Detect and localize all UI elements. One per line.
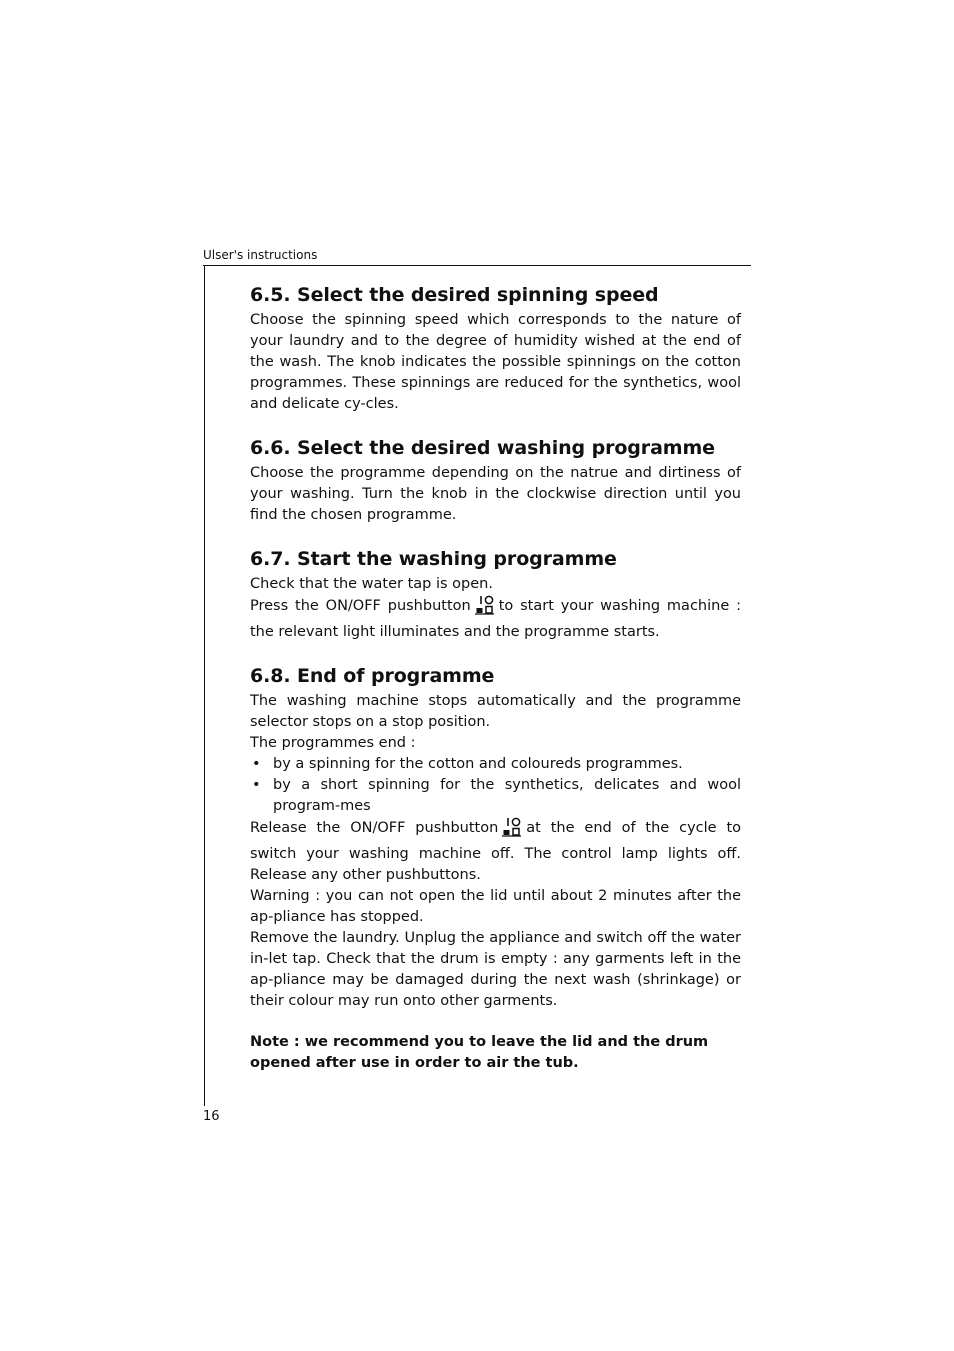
section-paragraph: Check that the water tap is open. bbox=[250, 576, 493, 592]
margin-rule bbox=[204, 265, 205, 1106]
header-rule bbox=[203, 265, 751, 266]
section-paragraph: Release the ON/OFF pushbutton at the end of the cycle to switch your washing machine off. The control lamp lights off. Release any other pushbuttons. bbox=[250, 817, 741, 886]
page-number: 16 bbox=[203, 1109, 220, 1124]
section-paragraph: Choose the programme depending on the natrue and dirtiness of your washing. Turn the knob in the clockwise direction until you find the chosen programme. bbox=[250, 465, 741, 523]
on-off-pushbutton-icon bbox=[502, 817, 522, 844]
section-paragraph: Press the ON/OFF pushbutton to start your washing machine : the relevant light illuminates and the programme starts. bbox=[250, 595, 741, 643]
section-heading: 6.8. End of programme bbox=[250, 665, 495, 687]
section-washing-programme bbox=[250, 433, 741, 526]
page-content bbox=[250, 280, 741, 1074]
list-item: • by a short spinning for the synthetics, delicates and wool program-mes bbox=[250, 775, 741, 817]
section-paragraph: Remove the laundry. Unplug the appliance and switch off the water in-let tap. Check that the drum is empty : any garments left in the ap-pliance may be damaged during the next wash (shrinkage) or their colour may run onto other garments. bbox=[250, 930, 741, 1009]
section-heading: 6.5. Select the desired spinning speed bbox=[250, 284, 659, 306]
section-spinning-speed bbox=[250, 280, 741, 415]
list-item: • by a spinning for the cotton and coloureds programmes. bbox=[250, 754, 741, 775]
section-paragraph: Choose the spinning speed which corresponds to the nature of your laundry and to the degree of humidity wished at the end of the wash. The knob indicates the possible spinnings on the cotton programmes. These spinnings are reduced for the synthetics, wool and delicate cy-cles. bbox=[250, 312, 741, 412]
on-off-pushbutton-icon bbox=[475, 595, 495, 622]
section-paragraph: The washing machine stops automatically and the programme selector stops on a stop position. bbox=[250, 693, 741, 730]
note-paragraph: Note : we recommend you to leave the lid and the drum opened after use in order to air the tub. bbox=[250, 1034, 709, 1071]
bullet-list bbox=[250, 754, 741, 817]
section-paragraph: The programmes end : bbox=[250, 735, 416, 751]
section-heading: 6.7. Start the washing programme bbox=[250, 548, 617, 570]
running-header: Ulser's instructions bbox=[203, 248, 318, 262]
section-end-programme bbox=[250, 661, 741, 1074]
section-paragraph: Warning : you can not open the lid until about 2 minutes after the ap-pliance has stopped. bbox=[250, 888, 741, 925]
section-start-programme bbox=[250, 544, 741, 643]
section-heading: 6.6. Select the desired washing programme bbox=[250, 437, 715, 459]
